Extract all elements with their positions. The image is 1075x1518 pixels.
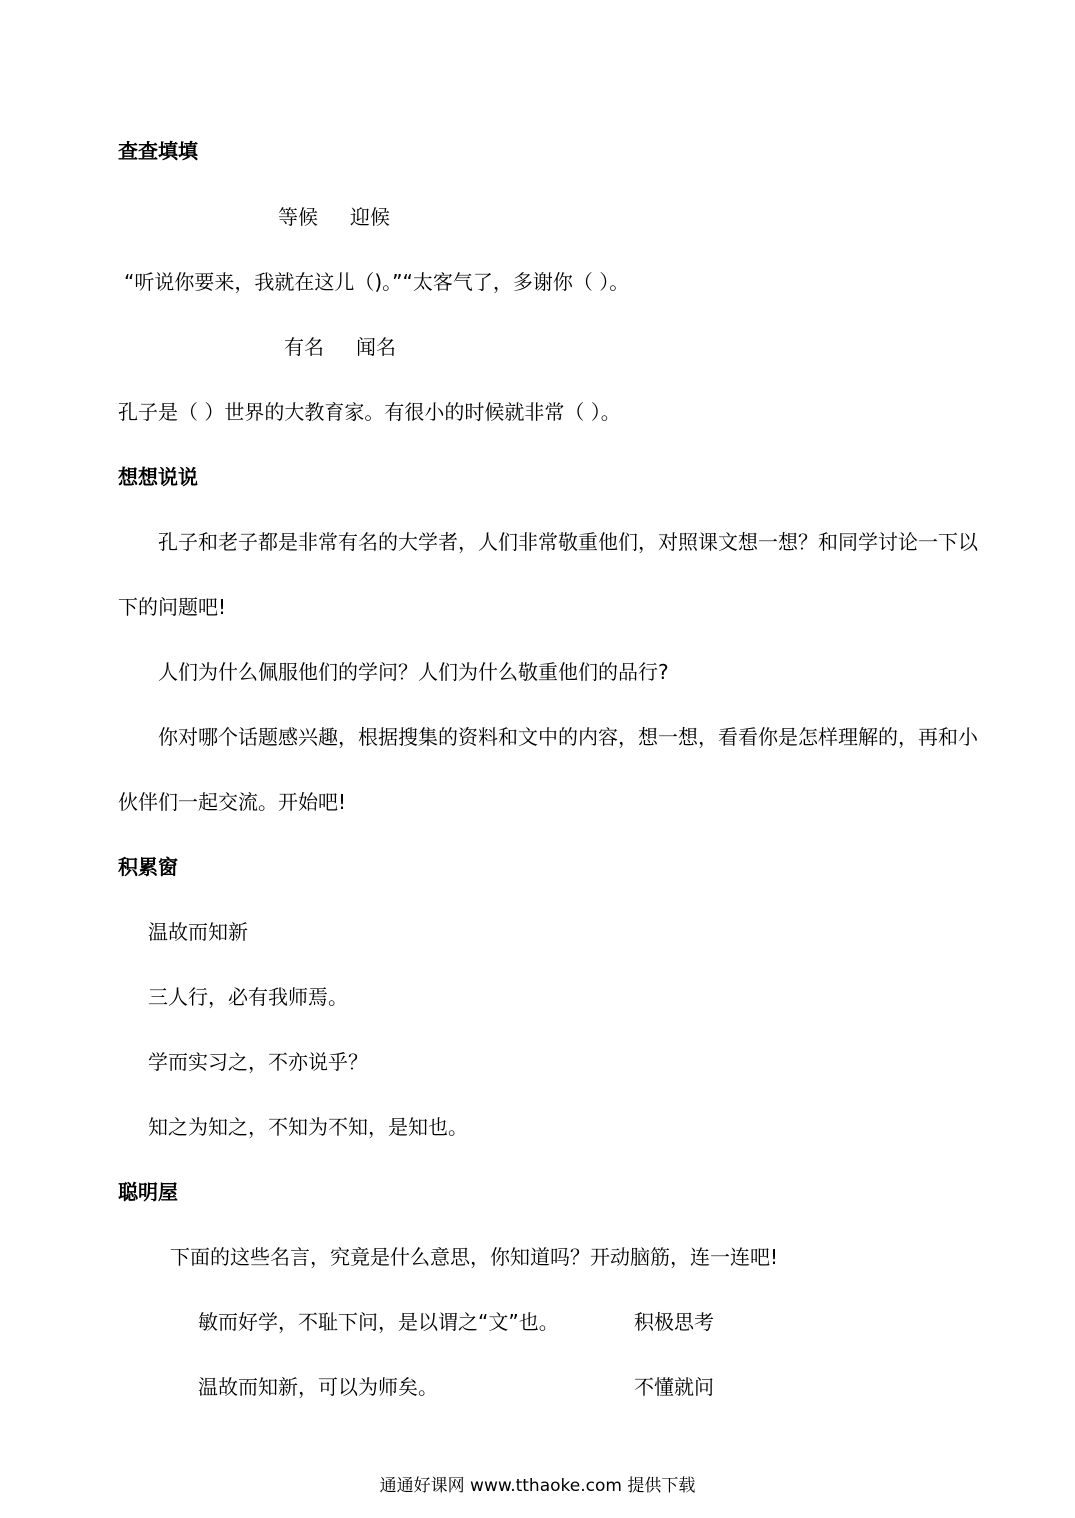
instruction-text: 下面的这些名言，究竟是什么意思，你知道吗？开动脑筋，连一连吧! — [170, 1245, 779, 1269]
match-meaning: 不懂就问 — [634, 1375, 714, 1399]
match-quote: 温故而知新，可以为师矣。 — [198, 1375, 438, 1399]
word-option: 有名 — [284, 335, 324, 359]
quote-item: 三人行，必有我师焉。 — [148, 985, 348, 1009]
quote-item: 温故而知新 — [148, 920, 248, 944]
section-heading-think-talk: 想想说说 — [118, 465, 198, 489]
fill-sentence: 孔子是（ ）世界的大教育家。有很小的时候就非常（ ）。 — [118, 400, 621, 424]
paragraph-line: 孔子和老子都是非常有名的大学者，人们非常敬重他们，对照课文想一想？和同学讨论一下以 — [158, 530, 978, 554]
fill-sentence: “听说你要来，我就在这儿（)。”“太客气了，多谢你（ ）。 — [124, 270, 630, 294]
paragraph-line: 下的问题吧! — [118, 595, 227, 619]
paragraph-line: 人们为什么佩服他们的学问？人们为什么敬重他们的品行? — [158, 660, 669, 684]
quote-item: 知之为知之，不知为不知，是知也。 — [148, 1115, 468, 1139]
section-heading-fill-in: 查查填填 — [118, 139, 198, 163]
section-heading-smart-house: 聪明屋 — [118, 1180, 178, 1204]
page-footer: 通通好课网 www.tthaoke.com 提供下载 — [379, 1476, 696, 1496]
quote-item: 学而实习之，不亦说乎？ — [148, 1050, 368, 1074]
section-heading-accumulate: 积累窗 — [118, 855, 178, 879]
word-option: 迎候 — [350, 205, 390, 229]
match-quote: 敏而好学，不耻下问，是以谓之“文”也。 — [198, 1310, 559, 1334]
paragraph-line: 你对哪个话题感兴趣，根据搜集的资料和文中的内容，想一想，看看你是怎样理解的，再和小 — [158, 725, 978, 749]
word-option: 等候 — [278, 205, 318, 229]
paragraph-line: 伙伴们一起交流。开始吧! — [118, 790, 347, 814]
match-meaning: 积极思考 — [634, 1310, 714, 1334]
word-option: 闻名 — [356, 335, 396, 359]
